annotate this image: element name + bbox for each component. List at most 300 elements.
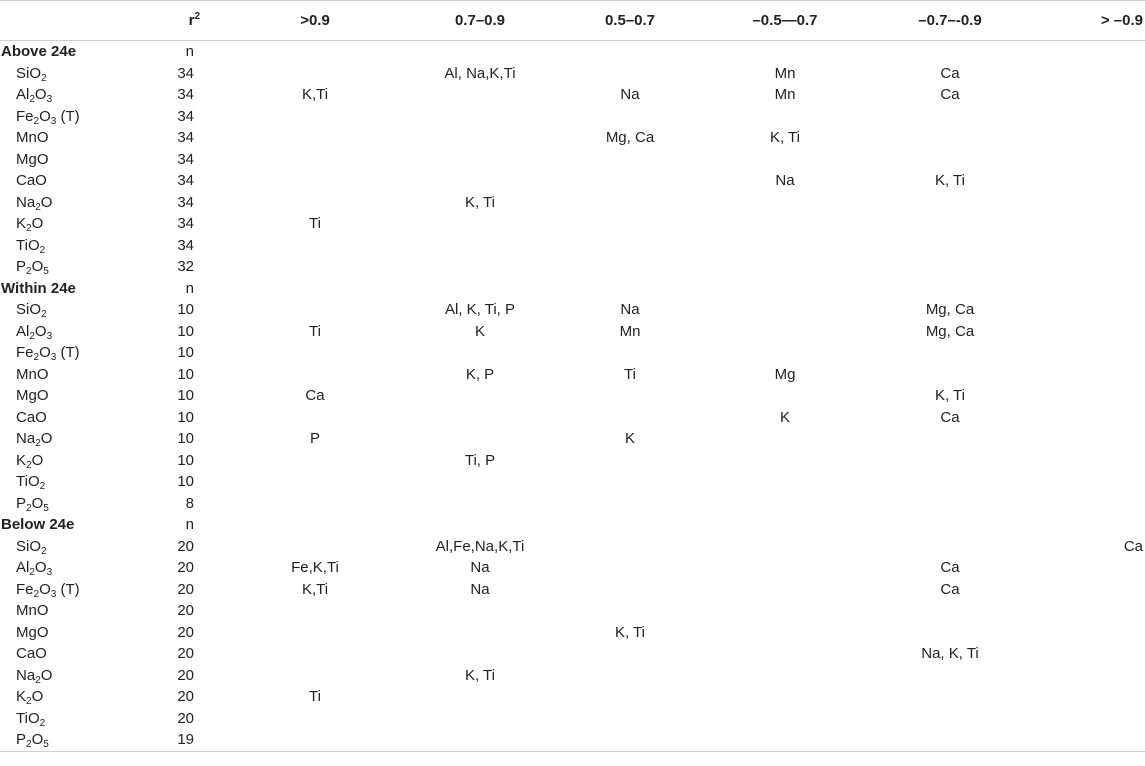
correlation-cell: K, Ti	[464, 666, 495, 684]
oxide-label	[0, 364, 160, 386]
oxide-label	[0, 127, 160, 149]
correlation-cell	[210, 63, 420, 85]
correlation-cell: Mg, Ca	[605, 129, 655, 146]
correlation-cell	[720, 299, 850, 321]
oxide-suffix: (T)	[56, 344, 80, 361]
oxide-subscript: 2	[39, 244, 46, 256]
correlation-cell	[720, 213, 850, 235]
correlation-cell	[420, 84, 540, 106]
n-value: 10	[177, 473, 194, 490]
n-value: 34	[177, 236, 194, 254]
correlation-cell	[850, 600, 1050, 622]
empty-cell	[210, 41, 420, 63]
correlation-cell	[210, 729, 420, 751]
oxide-label	[0, 170, 160, 192]
correlation-cell	[210, 127, 420, 149]
oxide-text: TiO	[16, 236, 40, 254]
correlation-cell	[1050, 299, 1145, 321]
table-row	[0, 729, 1145, 751]
correlation-cell	[1050, 493, 1145, 515]
correlation-cell	[420, 643, 540, 665]
correlation-cell	[850, 106, 1050, 128]
correlation-cell: K	[779, 408, 790, 426]
header-col: 0.5–0.7	[540, 1, 720, 41]
correlation-cell	[540, 600, 720, 622]
empty-cell	[1050, 41, 1145, 63]
correlation-cell	[420, 729, 540, 751]
correlation-cell	[720, 729, 850, 751]
oxide-label	[0, 493, 160, 515]
correlation-cell	[850, 149, 1050, 171]
oxide-text: O	[39, 344, 51, 361]
table-row	[0, 342, 1145, 364]
correlation-cell	[1050, 665, 1145, 687]
correlation-cell: Ca	[940, 64, 960, 82]
n-value: 10	[177, 365, 194, 383]
oxide-text: K	[16, 215, 27, 232]
table-row	[0, 579, 1145, 601]
table-row	[0, 665, 1145, 687]
oxide-subscript: 2	[26, 696, 32, 707]
correlation-cell	[720, 235, 850, 257]
correlation-cell	[210, 407, 420, 429]
correlation-cell	[850, 686, 1050, 708]
oxide-subscript: 2	[26, 739, 32, 750]
oxide-text: O	[39, 107, 51, 125]
correlation-cell	[720, 450, 850, 472]
oxide-label	[0, 729, 160, 751]
oxide-label	[0, 256, 160, 278]
correlation-cell	[720, 536, 850, 558]
oxide-label	[0, 407, 160, 429]
oxide-label	[0, 342, 160, 364]
correlation-cell	[210, 106, 420, 128]
correlation-cell	[540, 213, 720, 235]
section-title: Within 24e	[1, 279, 76, 297]
oxide-label	[0, 665, 160, 687]
oxide-subscript: 3	[46, 94, 53, 105]
n-value: 20	[177, 709, 194, 727]
correlation-cell: Ca	[940, 86, 960, 103]
correlation-cell: Ca	[940, 408, 960, 426]
oxide-text: Na	[16, 666, 36, 684]
oxide-subscript: 3	[50, 588, 57, 600]
oxide-label	[0, 450, 160, 472]
table-row	[0, 536, 1145, 558]
header-blank	[0, 1, 160, 41]
correlation-cell	[1050, 686, 1145, 708]
n-value: 10	[177, 387, 194, 404]
oxide-label	[0, 536, 160, 558]
table-row	[0, 450, 1145, 472]
n-value: 20	[177, 580, 194, 598]
empty-cell	[540, 41, 720, 63]
n-value: 34	[177, 215, 194, 232]
correlation-cell	[420, 106, 540, 128]
oxide-text: Fe	[16, 107, 34, 125]
oxide-subscript: 2	[33, 115, 40, 127]
correlation-cell: Ti	[309, 215, 321, 232]
correlation-cell	[1050, 321, 1145, 343]
correlation-cell	[420, 213, 540, 235]
oxide-label	[0, 321, 160, 343]
n-value: 34	[177, 193, 194, 211]
n-label: n	[185, 43, 194, 60]
n-value: 10	[177, 451, 194, 469]
correlation-cell	[1050, 213, 1145, 235]
correlation-cell	[420, 256, 540, 278]
correlation-cell	[720, 665, 850, 687]
oxide-text: P	[16, 494, 27, 512]
oxide-text: P	[16, 258, 27, 275]
oxide-text: CaO	[16, 172, 47, 189]
correlation-cell: K,Ti	[301, 86, 329, 103]
header-col: 0.7–0.9	[420, 1, 540, 41]
correlation-cell	[420, 149, 540, 171]
correlation-cell: Al,Fe,Na,K,Ti	[435, 537, 525, 555]
correlation-cell	[1050, 557, 1145, 579]
n-value: 10	[177, 408, 194, 426]
correlation-cell: P	[309, 430, 320, 447]
oxide-subscript: 2	[41, 309, 47, 320]
oxide-text: CaO	[16, 408, 47, 426]
correlation-cell: Ca	[1123, 537, 1143, 555]
oxide-text: O	[31, 258, 44, 275]
correlation-cell: Na	[775, 172, 795, 189]
correlation-cell: Al, K, Ti, P	[444, 301, 516, 318]
correlation-cell	[540, 493, 720, 515]
correlation-cell	[540, 385, 720, 407]
oxide-text: Al	[16, 559, 30, 576]
correlation-cell	[210, 600, 420, 622]
oxide-text: O	[40, 430, 53, 447]
correlation-cell	[1050, 407, 1145, 429]
correlation-cell	[1050, 256, 1145, 278]
oxide-subscript: 2	[41, 72, 47, 84]
table-row	[0, 428, 1145, 450]
correlation-cell	[720, 579, 850, 601]
n-value: 34	[177, 129, 194, 146]
correlation-cell: Ca	[305, 387, 325, 404]
oxide-subscript: 2	[35, 201, 41, 213]
correlation-cell	[540, 170, 720, 192]
n-value: 10	[177, 301, 194, 318]
oxide-label	[0, 106, 160, 128]
correlation-cell	[210, 235, 420, 257]
correlation-cell	[420, 127, 540, 149]
oxide-label	[0, 63, 160, 85]
n-value: 20	[177, 666, 194, 684]
oxide-text: Na	[16, 430, 36, 447]
oxide-suffix: (T)	[56, 580, 80, 598]
correlation-cell	[720, 192, 850, 214]
oxide-subscript: 3	[46, 330, 53, 342]
section-header-row	[0, 278, 1145, 300]
oxide-text: K	[16, 451, 27, 469]
correlation-cell	[1050, 385, 1145, 407]
correlation-cell	[540, 471, 720, 493]
oxide-label	[0, 600, 160, 622]
oxide-label	[0, 708, 160, 730]
empty-cell	[720, 41, 850, 63]
n-value: 20	[177, 559, 194, 576]
oxide-text: O	[31, 215, 44, 232]
correlation-cell	[420, 493, 540, 515]
empty-cell	[420, 514, 540, 536]
correlation-cell	[1050, 342, 1145, 364]
correlation-cell	[420, 407, 540, 429]
oxide-subscript: 5	[43, 502, 49, 514]
correlation-cell	[850, 708, 1050, 730]
oxide-text: MnO	[16, 602, 49, 619]
correlation-cell	[420, 708, 540, 730]
oxide-text: O	[31, 451, 44, 469]
correlation-cell	[540, 342, 720, 364]
correlation-cell	[850, 665, 1050, 687]
table-row	[0, 407, 1145, 429]
correlation-cell: Na	[470, 559, 490, 576]
oxide-label	[0, 149, 160, 171]
oxide-text: Si	[16, 64, 30, 82]
n-label: n	[185, 516, 194, 533]
table-row	[0, 256, 1145, 278]
oxide-text: Al	[16, 86, 30, 103]
correlation-cell	[850, 536, 1050, 558]
correlation-cell	[540, 235, 720, 257]
correlation-cell	[540, 63, 720, 85]
correlation-cell	[1050, 708, 1145, 730]
correlation-cell: Ti	[309, 322, 321, 340]
oxide-subscript: 2	[35, 674, 41, 686]
correlation-cell	[210, 256, 420, 278]
n-value: 20	[177, 602, 194, 619]
correlation-cell	[210, 192, 420, 214]
correlation-cell	[420, 600, 540, 622]
table-row	[0, 622, 1145, 644]
empty-cell	[420, 278, 540, 300]
table-row	[0, 192, 1145, 214]
oxide-subscript: 2	[29, 94, 35, 105]
n-value: 10	[177, 344, 194, 361]
correlation-cell	[210, 643, 420, 665]
correlation-cell	[720, 708, 850, 730]
section-title: Above 24e	[1, 43, 77, 60]
empty-cell	[210, 514, 420, 536]
oxide-subscript: 2	[33, 588, 40, 600]
correlation-cell	[1050, 643, 1145, 665]
n-label: n	[185, 279, 194, 297]
oxide-text: O	[31, 688, 44, 705]
correlation-cell	[540, 192, 720, 214]
correlation-cell	[850, 622, 1050, 644]
correlation-cell: Ca	[940, 580, 960, 598]
oxide-subscript: 2	[26, 459, 32, 471]
oxide-subscript: 2	[26, 502, 32, 514]
correlation-cell	[540, 708, 720, 730]
correlation-cell	[850, 127, 1050, 149]
table-row	[0, 127, 1145, 149]
correlation-cell	[210, 708, 420, 730]
correlation-cell	[1050, 192, 1145, 214]
correlation-cell: Mg, Ca	[925, 301, 975, 318]
table-body	[0, 41, 1145, 752]
oxide-subscript: 2	[41, 545, 47, 557]
correlation-cell: Ca	[940, 559, 960, 576]
header-col: > –0.9	[1050, 1, 1145, 41]
oxide-text: O	[34, 86, 47, 103]
correlation-cell	[720, 622, 850, 644]
correlation-cell	[850, 729, 1050, 751]
correlation-cell: Mn	[774, 64, 796, 82]
oxide-subscript: 2	[33, 352, 40, 363]
correlation-cell	[720, 643, 850, 665]
n-value: 34	[177, 172, 194, 189]
empty-cell	[1050, 278, 1145, 300]
correlation-cell	[1050, 471, 1145, 493]
correlation-cell: Na, K, Ti	[921, 645, 979, 662]
oxide-text: O	[29, 537, 42, 555]
correlation-cell: K, Ti	[614, 623, 645, 641]
correlation-cell	[1050, 579, 1145, 601]
oxide-subscript: 3	[50, 115, 57, 127]
table-row	[0, 471, 1145, 493]
oxide-label	[0, 557, 160, 579]
n-value: 10	[177, 430, 194, 447]
correlation-cell	[210, 149, 420, 171]
table-row	[0, 321, 1145, 343]
oxide-text: O	[40, 666, 53, 684]
correlation-cell	[210, 342, 420, 364]
oxide-text: TiO	[16, 473, 40, 490]
table-row	[0, 170, 1145, 192]
correlation-cell	[720, 471, 850, 493]
correlation-cell: Mn	[774, 86, 796, 103]
correlation-cell: Ti	[624, 365, 636, 383]
table-row	[0, 364, 1145, 386]
correlation-cell	[540, 149, 720, 171]
empty-cell	[850, 514, 1050, 536]
correlation-cell	[850, 493, 1050, 515]
correlation-cell	[210, 299, 420, 321]
correlation-cell	[540, 643, 720, 665]
oxide-text: Si	[16, 301, 30, 318]
correlation-cell	[850, 364, 1050, 386]
correlation-cell	[1050, 127, 1145, 149]
correlation-cell	[850, 213, 1050, 235]
correlation-cell: Na	[620, 86, 640, 103]
oxide-subscript: 2	[26, 223, 32, 234]
correlation-cell	[210, 471, 420, 493]
oxide-text: K	[16, 688, 27, 705]
oxide-text: O	[40, 193, 53, 211]
correlation-cell	[1050, 622, 1145, 644]
n-value: 34	[177, 86, 194, 103]
correlation-cell	[210, 536, 420, 558]
correlation-cell	[420, 170, 540, 192]
n-value: 20	[177, 537, 194, 555]
correlation-cell	[720, 686, 850, 708]
correlation-cell	[1050, 149, 1145, 171]
table-row	[0, 600, 1145, 622]
correlation-cell	[1050, 84, 1145, 106]
correlation-cell: Mn	[619, 322, 641, 340]
correlation-cell	[1050, 235, 1145, 257]
table-row	[0, 84, 1145, 106]
correlation-cell	[1050, 364, 1145, 386]
oxide-subscript: 3	[46, 567, 53, 578]
n-value: 20	[177, 688, 194, 705]
correlation-cell	[720, 385, 850, 407]
correlation-cell: Al, Na,K,Ti	[444, 64, 516, 82]
empty-cell	[540, 278, 720, 300]
correlation-cell: Ti	[309, 688, 321, 705]
oxide-text: MnO	[16, 365, 49, 383]
oxide-subscript: 2	[29, 330, 35, 342]
correlation-cell	[850, 256, 1050, 278]
table-row	[0, 213, 1145, 235]
oxide-text: O	[31, 731, 44, 748]
correlation-cell	[1050, 729, 1145, 751]
correlation-cell	[540, 450, 720, 472]
n-value: 19	[160, 729, 210, 751]
correlation-cell	[420, 342, 540, 364]
oxide-text: Si	[16, 537, 30, 555]
correlation-cell	[720, 321, 850, 343]
section-header-row	[0, 41, 1145, 63]
correlation-cell	[210, 493, 420, 515]
oxide-label	[0, 235, 160, 257]
correlation-cell: K, P	[465, 365, 495, 383]
correlation-cell	[720, 557, 850, 579]
correlation-cell	[420, 622, 540, 644]
oxide-label	[0, 84, 160, 106]
correlation-cell	[720, 600, 850, 622]
table-row	[0, 385, 1145, 407]
n-value: 34	[177, 64, 194, 82]
correlation-cell	[210, 364, 420, 386]
correlation-cell	[850, 235, 1050, 257]
correlation-cell	[850, 428, 1050, 450]
correlation-cell	[210, 622, 420, 644]
correlation-cell	[720, 342, 850, 364]
correlation-cell: K, Ti	[934, 172, 965, 189]
table-row	[0, 643, 1145, 665]
table-row	[0, 708, 1145, 730]
oxide-text: P	[16, 731, 27, 748]
header-col: >0.9	[210, 1, 420, 41]
n-value: 34	[177, 150, 194, 168]
correlation-cell	[720, 428, 850, 450]
oxide-text: O	[34, 322, 47, 340]
empty-cell	[1050, 514, 1145, 536]
correlation-cell	[540, 579, 720, 601]
oxide-label	[0, 192, 160, 214]
oxide-text: O	[39, 580, 51, 598]
oxide-text: MgO	[16, 150, 49, 168]
correlation-cell: Ti, P	[464, 451, 496, 469]
correlation-cell: K	[624, 430, 635, 447]
n-value: 20	[177, 623, 194, 641]
n-value: 34	[177, 107, 194, 125]
correlation-cell: K,Ti	[301, 580, 329, 598]
correlation-cell	[540, 536, 720, 558]
correlation-cell: Fe,K,Ti	[291, 559, 339, 576]
empty-cell	[720, 514, 850, 536]
oxide-text: MgO	[16, 387, 49, 404]
oxide-text: Na	[16, 193, 36, 211]
correlation-cell	[210, 665, 420, 687]
correlation-cell: Na	[620, 301, 640, 318]
